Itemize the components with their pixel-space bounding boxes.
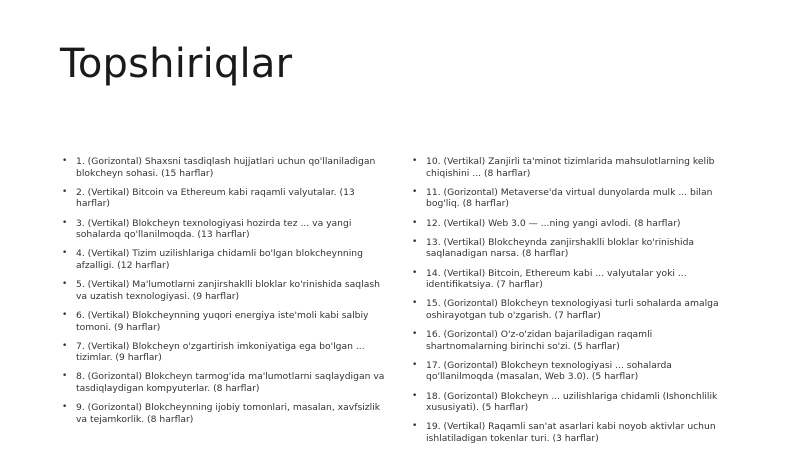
list-item [410,218,720,230]
bullet-icon: • [412,298,418,309]
bullet-icon: • [62,156,68,166]
list-item-text: 8. (Gorizontal) Blokcheyn tarmog'ida ma'lumotlarni saqlaydigan va tasdiqlaydigan kompyuterlar. (8 harflar) [76,371,385,395]
bullet-icon: • [412,421,418,432]
list-item-text: 13. (Vertikal) Blokcheynda zanjirshaklli bloklar ko'rinishida saqlanadigan narsa. (8 harflar) [426,236,695,260]
list-item [410,187,720,210]
list-item [410,421,720,444]
bullet-icon: • [412,267,418,278]
list-item-text: 10. (Vertikal) Zanjirli ta'minot tizimlarida mahsulotlarning kelib chiqishini ... (8 harflar) [426,156,715,179]
list-item [410,268,720,291]
bullet-icon: • [412,390,418,401]
right-column-list [410,156,720,449]
list-item-text: 4. (Vertikal) Tizim uzilishlariga chidamli bo'lgan blokcheynning afzalligi. (12 harflar) [76,248,363,271]
bullet-icon: • [412,217,418,228]
list-item-text: 5. (Vertikal) Ma'lumotlarni zanjirshaklli bloklar ko'rinishida saqlash va uzatish texnologiyasi. (9 harflar) [76,279,380,302]
list-item-text: 7. (Vertikal) Blokcheyn o'zgartirish imkoniyatiga ega bo'lgan ... tizimlar. (9 harflar) [76,340,365,364]
bullet-icon: • [62,248,68,259]
list-item-text: 14. (Vertikal) Bitcoin, Ethereum kabi ... valyutalar yoki ... identifikatsiya. (7 harflar) [426,267,687,291]
list-item [60,310,390,333]
bullet-icon: • [412,236,418,247]
list-item-text: 18. (Gorizontal) Blokcheyn ... uzilishlariga chidamli (Ishonchlilik xususiyati). (5 harflar) [426,390,718,414]
left-column-list [60,156,390,433]
list-item-text: 11. (Gorizontal) Metaverse'da virtual dunyolarda mulk ... bilan bog'liq. (8 harflar) [426,186,713,210]
slide-title: Topshiriqlar [60,41,293,87]
list-item-text: 12. (Vertikal) Web 3.0 — ...ning yangi avlodi. (8 harflar) [426,217,681,229]
bullet-icon: • [412,359,418,370]
list-item [60,402,390,425]
list-item [410,360,720,383]
bullet-icon: • [62,371,68,382]
list-item [60,156,390,179]
list-item-text: 3. (Vertikal) Blokcheyn texnologiyasi hozirda tez ... va yangi sohalarda qo'llanilmoqda. (13 harflar) [76,217,352,241]
bullet-icon: • [62,340,68,351]
list-item [410,298,720,321]
bullet-icon: • [62,217,68,228]
list-item-text: 17. (Gorizontal) Blokcheyn texnologiyasi ... sohalarda qo'llanilmoqda (masalan, Web 3.0). (5 harflar) [426,359,672,383]
list-item [410,156,720,179]
list-item [410,237,720,260]
list-item-text: 6. (Vertikal) Blokcheynning yuqori energiya iste'moli kabi salbiy tomoni. (9 harflar) [76,309,369,333]
bullet-icon: • [412,329,418,340]
bullet-icon: • [412,186,418,197]
list-item [410,391,720,414]
list-item [60,187,390,210]
bullet-icon: • [412,156,418,166]
list-item-text: 16. (Gorizontal) O'z-o'zidan bajariladigan raqamli shartnomalarning birinchi so'zi. (5 harflar) [426,329,653,352]
bullet-icon: • [62,309,68,320]
bullet-icon: • [62,402,68,413]
list-item [410,329,720,352]
list-item [60,279,390,302]
list-item [60,341,390,364]
list-item-text: 9. (Gorizontal) Blokcheynning ijobiy tomonlari, masalan, xavfsizlik va tejamkorlik. (8 harflar) [76,402,381,425]
list-item [60,371,390,394]
list-item-text: 15. (Gorizontal) Blokcheyn texnologiyasi turli sohalarda amalga oshirayotgan tub o'zgarish. (7 harflar) [426,298,719,321]
bullet-icon: • [62,186,68,197]
list-item [60,248,390,271]
list-item-text: 1. (Gorizontal) Shaxsni tasdiqlash hujjatlari uchun qo'llaniladigan blokcheyn sohasi. (15 harflar) [76,156,376,179]
list-item [60,218,390,241]
list-item-text: 2. (Vertikal) Bitcoin va Ethereum kabi raqamli valyutalar. (13 harflar) [76,186,355,210]
list-item-text: 19. (Vertikal) Raqamli san'at asarlari kabi noyob aktivlar uchun ishlatiladigan tokenlar turi. (3 harflar) [426,421,716,445]
bullet-icon: • [62,279,68,290]
